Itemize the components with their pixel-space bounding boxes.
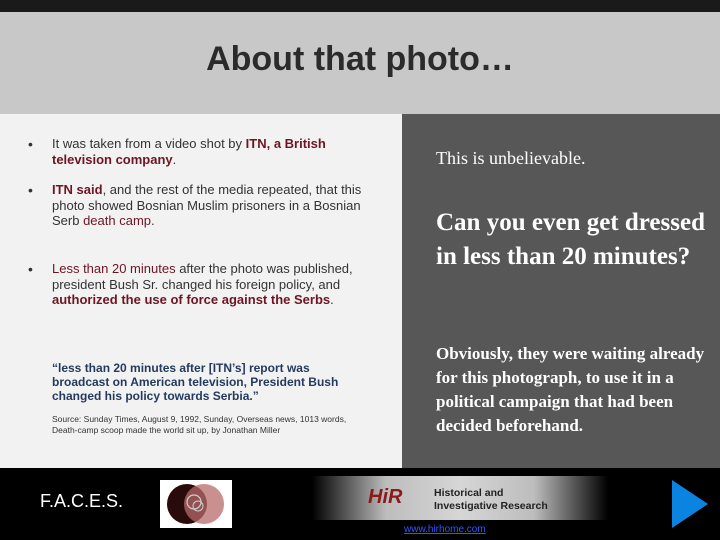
hir-website-link[interactable]: www.hirhome.com — [404, 524, 486, 535]
bullet-marker: • — [28, 182, 33, 198]
bullet-panel — [0, 114, 402, 468]
commentary-line-3: Obviously, they were waiting already for this photograph, to use it in a political campaign that had been decided beforehand. — [436, 344, 705, 435]
slide-title: About that photo… — [206, 40, 514, 78]
hir-title-line-2: Investigative Research — [434, 500, 548, 512]
hir-title-line-1: Historical and — [434, 487, 504, 499]
commentary-line-2: Can you even get dressed in less than 20 minutes? — [436, 209, 705, 270]
top-bar — [0, 0, 720, 12]
commentary-panel — [402, 114, 720, 468]
faces-logo — [160, 480, 232, 528]
play-arrow-icon[interactable] — [670, 478, 710, 530]
bullet-marker: • — [28, 136, 33, 152]
bullet-3-text: after the photo was published, president Bush Sr. changed his foreign policy, and — [52, 261, 353, 292]
bullet-1-tail: . — [172, 151, 177, 167]
faces-logo-icon — [160, 480, 232, 528]
faces-label: F.A.C.E.S. — [40, 491, 124, 511]
bullet-1-highlight: ITN, a British television company — [52, 136, 326, 167]
bullet-3-tail: . — [330, 292, 334, 307]
bullet-3-highlight-2: authorized the use of force against the Serbs — [52, 292, 331, 307]
bullet-2-text: , and the rest of the media repeated, that this photo showed Bosnian Muslim prisoners in a Bosnian Serb — [52, 182, 362, 228]
bullet-2-highlight: ITN said — [52, 182, 103, 197]
bullet-2-tail: . — [151, 213, 155, 228]
bullet-3-highlight: Less than 20 minutes — [52, 261, 176, 276]
bullet-2-highlight-2: death camp — [83, 213, 152, 228]
bullet-marker: • — [28, 261, 33, 277]
bullet-item-2 — [52, 182, 372, 229]
bullet-item-3 — [52, 261, 372, 308]
hir-banner[interactable] — [312, 476, 608, 520]
bullet-item-1 — [52, 136, 372, 167]
commentary-line-1: This is unbelievable. — [436, 148, 586, 168]
quote-text: “less than 20 minutes after [ITN’s] report was broadcast on American television, President Bush changed his policy towards Serbia.” — [52, 361, 339, 403]
source-citation: Source: Sunday Times, August 9, 1992, Sunday, Overseas news, 1013 words, Death-camp scoop made the world sit up, by Jonathan Miller — [52, 414, 347, 435]
bullet-1-text: It was taken from a video shot by — [52, 136, 246, 151]
hir-logo-mark: HiR — [368, 486, 403, 508]
